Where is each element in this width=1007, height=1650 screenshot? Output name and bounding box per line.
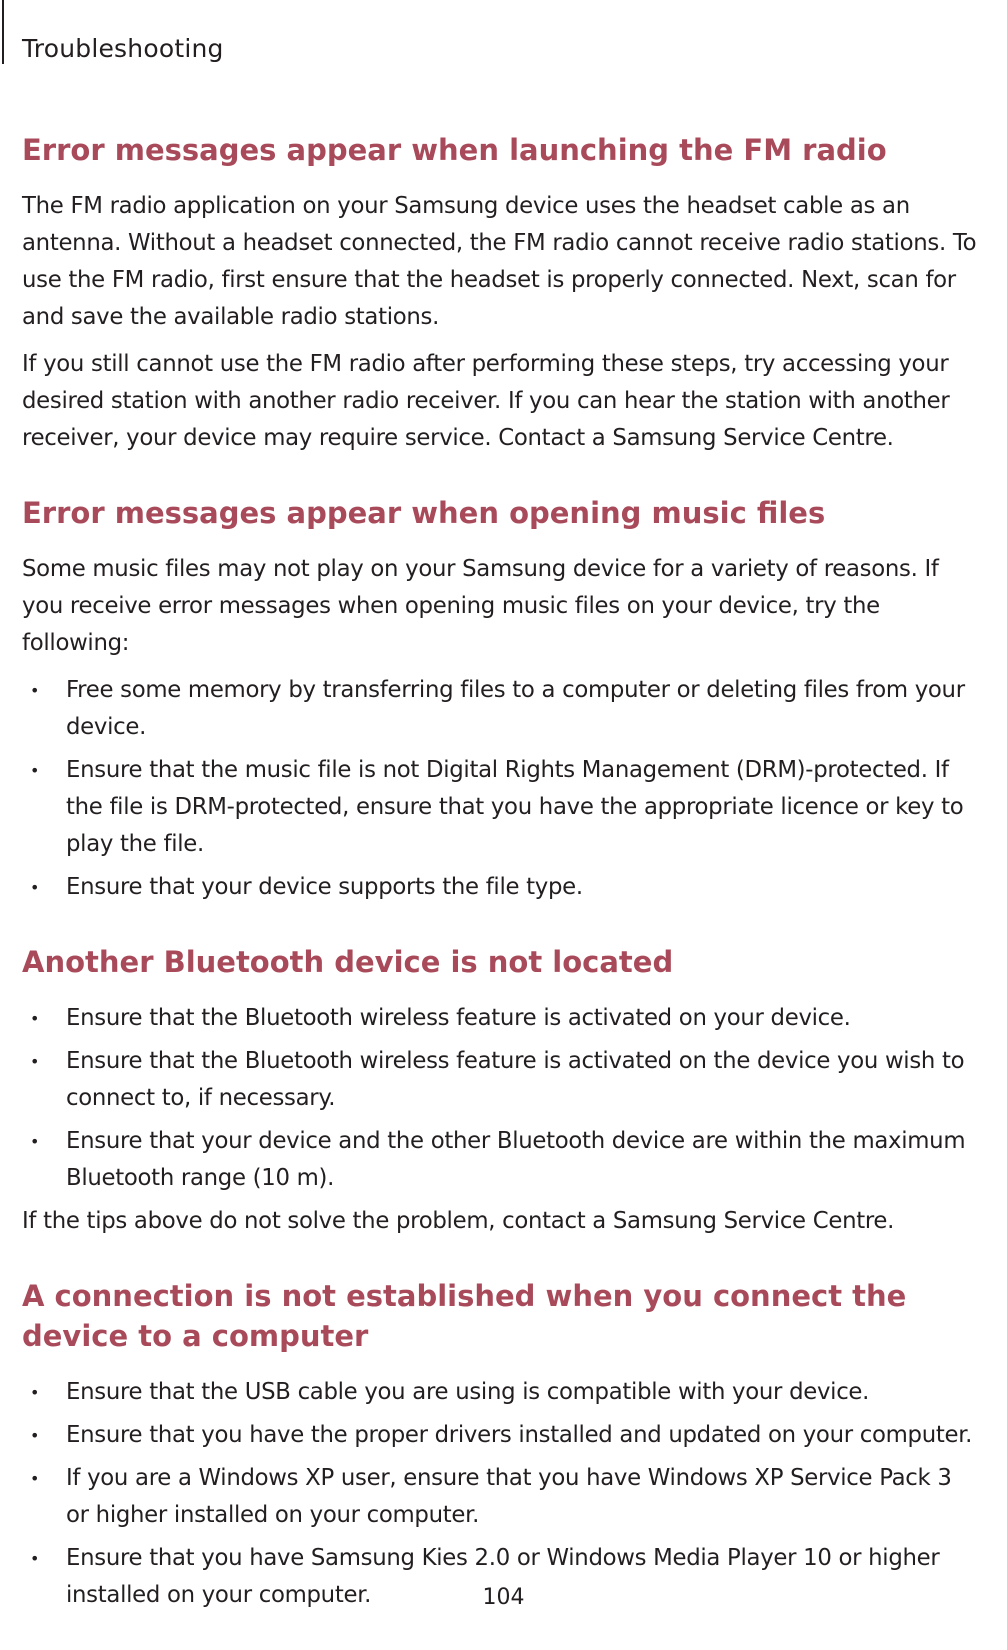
bullet-icon: •	[30, 878, 40, 897]
section-heading: A connection is not established when you connect the device to a computer	[22, 1279, 907, 1353]
bullet-icon: •	[30, 1009, 40, 1028]
list-item-text: Ensure that your device and the other Bluetooth device are within the maximum Bluetooth range (10 m).	[66, 1128, 966, 1191]
page-content	[22, 130, 977, 1650]
paragraph: If you still cannot use the FM radio after performing these steps, try accessing your desired station with another radio receiver. If you can hear the station with another receiver, your device may require service. Contact a Samsung Service Centre.	[22, 351, 950, 451]
paragraph: Some music files may not play on your Samsung device for a variety of reasons. If you receive error messages when opening music files on your device, try the following:	[22, 556, 939, 656]
bullet-icon: •	[30, 1426, 40, 1445]
bullet-icon: •	[30, 1052, 40, 1071]
list-item-text: Free some memory by transferring files to a computer or deleting files from your device.	[66, 677, 965, 740]
running-header: Troubleshooting	[22, 34, 224, 63]
bullet-icon: •	[30, 1549, 40, 1568]
bullet-icon: •	[30, 1132, 40, 1151]
bullet-icon: •	[30, 1469, 40, 1488]
list-item-text: Ensure that you have Samsung Kies 2.0 or Windows Media Player 10 or higher installed on your computer.	[66, 1545, 940, 1608]
paragraph: The FM radio application on your Samsung device uses the headset cable as an antenna. Without a headset connected, the FM radio cannot receive radio stations. To use the FM radio, first ensure that the headset is properly connected. Next, scan for and save the available radio stations.	[22, 193, 977, 330]
list-item	[22, 1000, 977, 1037]
list-item	[22, 1123, 977, 1197]
bullet-icon: •	[30, 681, 40, 700]
list-item	[22, 1374, 977, 1411]
list-item-text: If you are a Windows XP user, ensure that you have Windows XP Service Pack 3 or higher installed on your computer.	[66, 1465, 952, 1528]
section-heading: Error messages appear when opening music files	[22, 496, 826, 530]
list-item-text: Ensure that the USB cable you are using is compatible with your device.	[66, 1379, 870, 1405]
section-fm-radio	[22, 130, 977, 457]
page-number: 104	[482, 1585, 525, 1610]
list-item	[22, 752, 977, 863]
bullet-list	[22, 1374, 977, 1614]
list-item-text: Ensure that the music file is not Digital Rights Management (DRM)-protected. If the file is DRM-protected, ensure that you have the appropriate licence or key to play the file.	[66, 757, 964, 857]
bullet-list	[22, 672, 977, 906]
list-item	[22, 672, 977, 746]
bullet-icon: •	[30, 1383, 40, 1402]
section-computer-connection	[22, 1276, 977, 1614]
section-bluetooth	[22, 942, 977, 1240]
list-item-text: Ensure that the Bluetooth wireless feature is activated on the device you wish to connect to, if necessary.	[66, 1048, 965, 1111]
list-item	[22, 1417, 977, 1454]
list-item	[22, 869, 977, 906]
section-heading: Error messages appear when launching the FM radio	[22, 133, 887, 167]
list-item	[22, 1460, 977, 1534]
list-item-text: Ensure that you have the proper drivers installed and updated on your computer.	[66, 1422, 973, 1448]
section-heading: Another Bluetooth device is not located	[22, 945, 674, 979]
list-item	[22, 1043, 977, 1117]
paragraph: If the tips above do not solve the problem, contact a Samsung Service Centre.	[22, 1208, 895, 1234]
corner-rule	[2, 0, 4, 64]
section-music-files	[22, 493, 977, 906]
bullet-list	[22, 1000, 977, 1197]
bullet-icon: •	[30, 761, 40, 780]
list-item-text: Ensure that your device supports the file type.	[66, 874, 583, 900]
list-item-text: Ensure that the Bluetooth wireless feature is activated on your device.	[66, 1005, 851, 1031]
